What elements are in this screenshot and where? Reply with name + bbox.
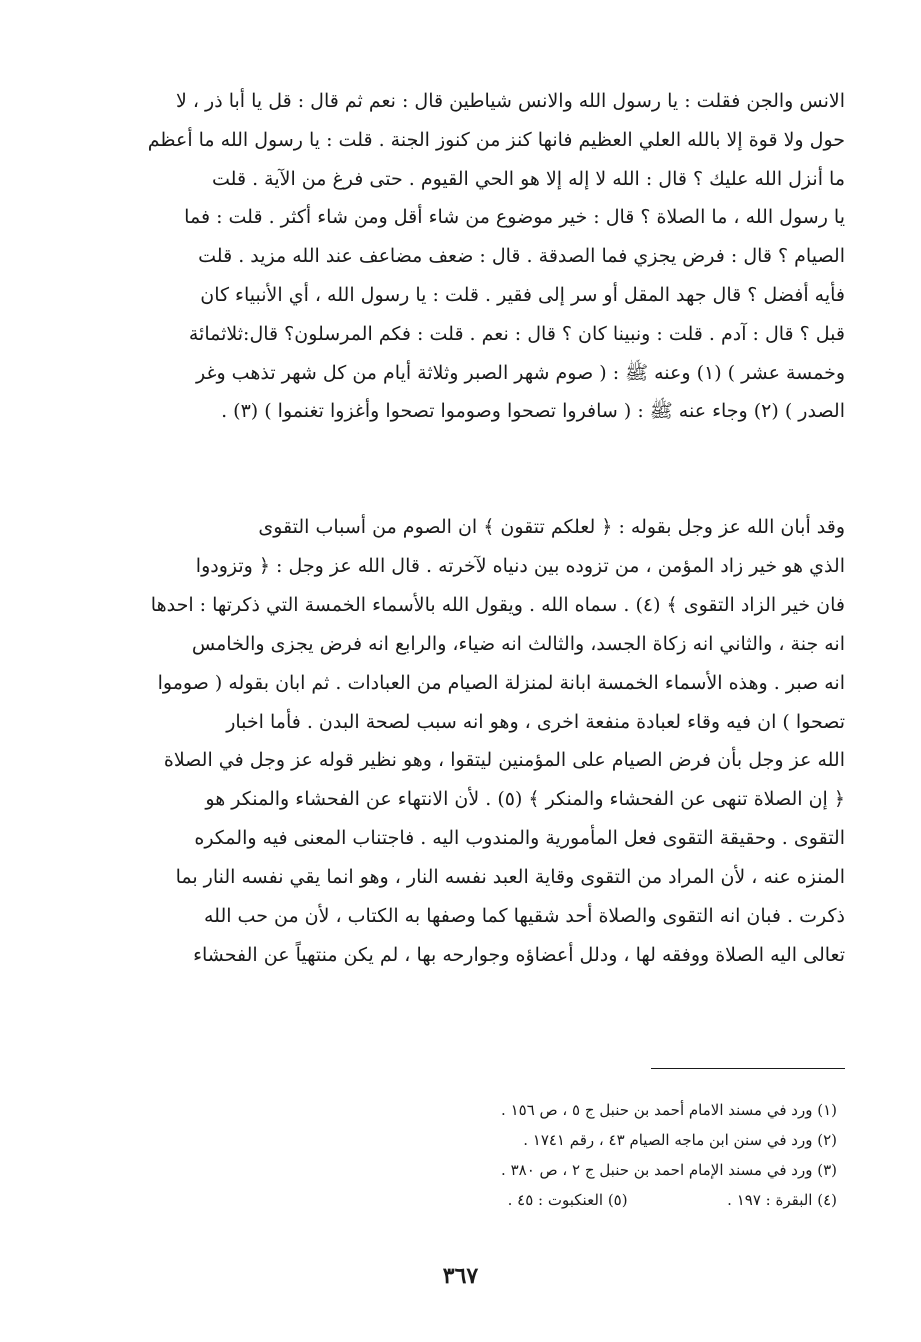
- footnote-row: [360, 1185, 837, 1215]
- footnote-divider: [651, 1068, 845, 1069]
- text-line: قبل ؟ قال : آدم . قلت : ونبينا كان ؟ قال : نعم . قلت : فكم المرسلون؟ قال:ثلاثمائة: [188, 322, 845, 345]
- body-paragraph-2: [100, 508, 845, 975]
- text-line: انه صبر . وهذه الأسماء الخمسة ابانة لمنزلة الصيام من العبادات . ثم ابان بقوله ( صوموا: [157, 671, 845, 694]
- text-line: ذكرت . فبان انه التقوى والصلاة أحد شقيها كما وصفها به الكتاب ، لأن من حب الله: [203, 905, 845, 928]
- footnote: (١) ورد في مسند الامام أحمد بن حنبل ج ٥ ، ص ١٥٦ .: [501, 1101, 837, 1119]
- text-line: حول ولا قوة إلا بالله العلي العظيم فانها كنز من كنوز الجنة . قلت : يا رسول الله ما أعظم: [147, 128, 845, 151]
- footnote: (٣) ورد في مسند الإمام احمد بن حنبل ج ٢ ، ص ٣٨٠ .: [501, 1161, 837, 1179]
- text-line: وخمسة عشر ) (١) وعنه ﷺ : ( صوم شهر الصبر وثلاثة أيام من كل شهر تذهب وغر: [196, 361, 845, 384]
- text-line: ما أنزل الله عليك ؟ قال : الله لا إله إلا هو الحي القيوم . حتى فرغ من الآية . قلت: [212, 167, 845, 190]
- text-line: المنزه عنه ، لأن المراد من التقوى وقاية العبد نفسه النار ، وهو انما يقي نفسه النار بما: [175, 866, 845, 889]
- page-number: ٣٦٧: [442, 1263, 479, 1289]
- footnote: (٥) العنكبوت : ٤٥ .: [507, 1191, 628, 1209]
- text-line: التقوى . وحقيقة التقوى فعل المأمورية والمندوب اليه . فاجتناب المعنى فيه والمكره: [194, 827, 845, 850]
- text-line: تصحوا ) ان فيه وقاء لعبادة منفعة اخرى ، وهو انه سبب لصحة البدن . فأما اخبار: [226, 710, 845, 733]
- text-line: الذي هو خير زاد المؤمن ، من تزوده بين دنياه لآخرته . قال الله عز وجل : ﴿ وتزودوا: [195, 554, 845, 577]
- footnote: (٢) ورد في سنن ابن ماجه الصيام ٤٣ ، رقم ١٧٤١ .: [523, 1131, 837, 1149]
- text-line: فأيه أفضل ؟ قال جهد المقل أو سر إلى فقير . قلت : يا رسول الله ، أي الأنبياء كان: [200, 283, 845, 306]
- text-line: الصدر ) (٢) وجاء عنه ﷺ : ( سافروا تصحوا وصوموا تصحوا وأغزوا تغنموا ) (٣) .: [221, 400, 845, 423]
- text-line: ﴿ إن الصلاة تنهى عن الفحشاء والمنكر ﴾ (٥) . لأن الانتهاء عن الفحشاء والمنكر هو: [205, 788, 845, 811]
- text-line: تعالى اليه الصلاة ووفقه لها ، ودلل أعضاؤه وجوارحه بها ، لم يكن منتهياً عن الفحشاء: [193, 943, 845, 966]
- text-line: الله عز وجل بأن فرض الصيام على المؤمنين ليتقوا ، وهو نظير قوله عز وجل في الصلاة: [163, 749, 845, 772]
- text-line: الانس والجن فقلت : يا رسول الله والانس شياطين قال : نعم ثم قال : قل يا أبا ذر ، لا: [175, 90, 845, 112]
- body-paragraph-1: [100, 82, 845, 431]
- text-line: فان خير الزاد التقوى ﴾ (٤) . سماه الله . ويقول الله بالأسماء الخمسة التي ذكرتها : احدها: [150, 593, 845, 616]
- text-line: يا رسول الله ، ما الصلاة ؟ قال : خير موضوع من شاء أقل ومن شاء أكثر . قلت : فما: [184, 206, 845, 229]
- text-line: الصيام ؟ قال : فرض يجزي فما الصدقة . قال : ضعف مضاعف عند الله مزيد . قلت: [198, 245, 845, 268]
- footnotes: [360, 1095, 837, 1215]
- footnote: (٤) البقرة : ١٩٧ .: [727, 1191, 837, 1209]
- text-line: انه جنة ، والثاني انه زكاة الجسد، والثالث انه ضياء، والرابع انه فرض يجزى والخامس: [191, 632, 845, 655]
- text-line: وقد أبان الله عز وجل بقوله : ﴿ لعلكم تتقون ﴾ ان الصوم من أسباب التقوى: [258, 516, 845, 538]
